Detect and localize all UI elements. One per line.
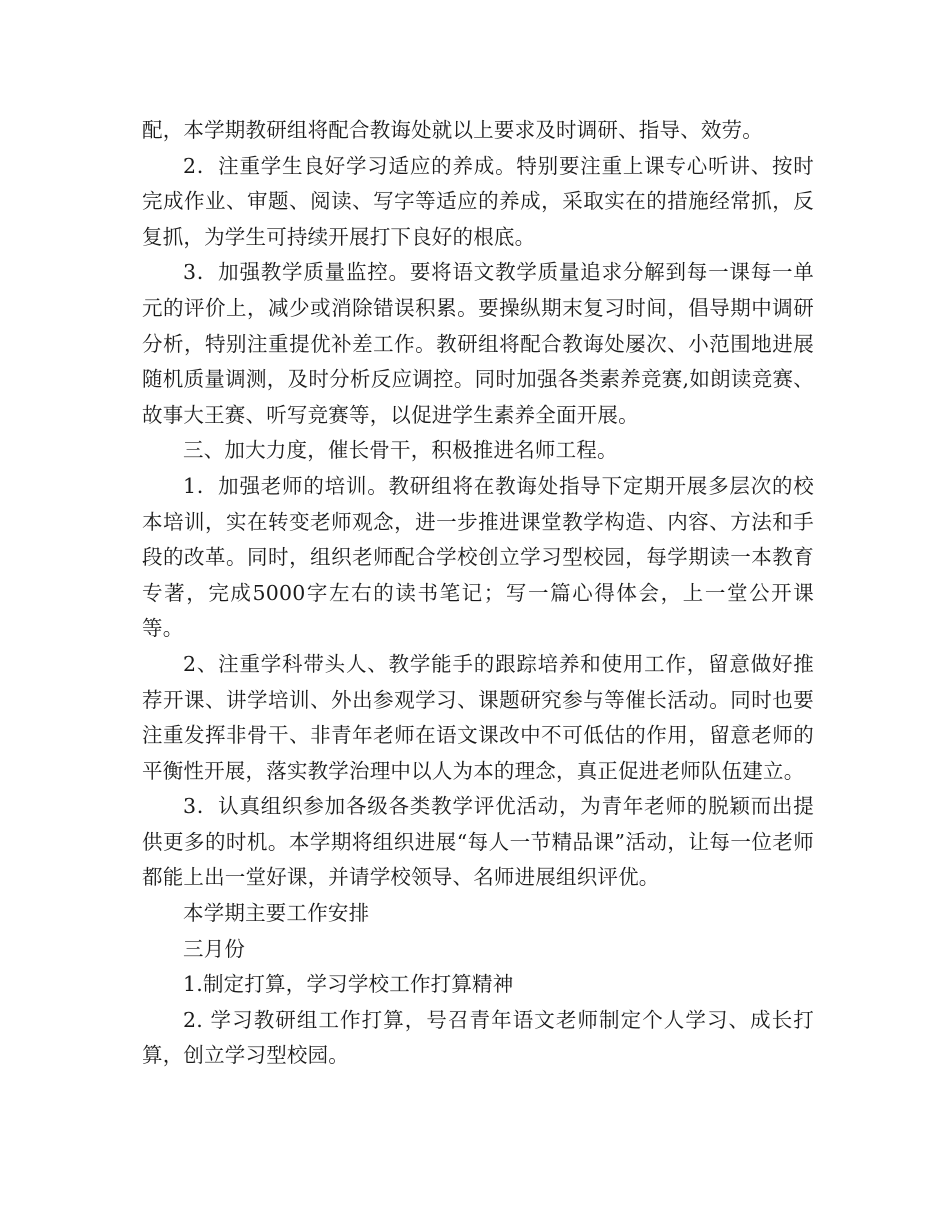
paragraph-study-habits: 2．注重学生良好学习适应的养成。特别要注重上课专心听讲、按时完成作业、审题、阅读、写字等适应的养成，采取实在的措施经常抓，反复抓，为学生可持续开展打下良好的根底。	[142, 153, 814, 249]
paragraph-continuation: 配，本学期教研组将配合教诲处就以上要求及时调研、指导、效劳。	[142, 118, 763, 142]
document-body	[142, 113, 814, 1074]
paragraph-teaching-evaluation: 3．认真组织参加各级各类教学评优活动，为青年老师的脱颖而出提供更多的时机。本学期将组织进展“每人一节精品课”活动，让每一位老师都能上出一堂好课，并请学校领导、名师进展组织评优。	[142, 794, 814, 890]
schedule-item-1: 1.制定打算，学习学校工作打算精神	[183, 972, 514, 997]
section-heading-teacher-development: 三、加大力度，催长骨干，积极推进名师工程。	[183, 438, 618, 463]
schedule-item-2: 2. 学习教研组工作打算，号召青年语文老师制定个人学习、成长打算，创立学习型校园。	[142, 1007, 814, 1068]
paragraph-teacher-training: 1．加强老师的培训。教研组将在教诲处指导下定期开展多层次的校本培训，实在转变老师观念，进一步推进课堂教学构造、内容、方法和手段的改革。同时，组织老师配合学校创立学习型校园，每学期读一本教育专著，完成5000字左右的读书笔记；写一篇心得体会，上一堂公开课等。	[142, 473, 814, 641]
paragraph-quality-monitoring: 3．加强教学质量监控。要将语文教学质量追求分解到每一课每一单元的评价上，减少或消除错误积累。要操纵期末复习时间，倡导期中调研分析，特别注重提优补差工作。教研组将配合教诲处屡次、小范围地进展随机质量调测，及时分析反应调控。同时加强各类素养竞赛,如朗读竞赛、故事大王赛、听写竞赛等，以促进学生素养全面开展。	[142, 260, 814, 427]
month-heading-march: 三月份	[183, 936, 246, 961]
section-heading-work-schedule: 本学期主要工作安排	[183, 901, 370, 926]
paragraph-subject-leaders: 2、注重学科带头人、教学能手的跟踪培养和使用工作，留意做好推荐开课、讲学培训、外出参观学习、课题研究参与等催长活动。同时也要注重发挥非骨干、非青年老师在语文课改中不可低估的作用，留意老师的平衡性开展，落实教学治理中以人为本的理念，真正促进老师队伍建立。	[142, 651, 814, 783]
